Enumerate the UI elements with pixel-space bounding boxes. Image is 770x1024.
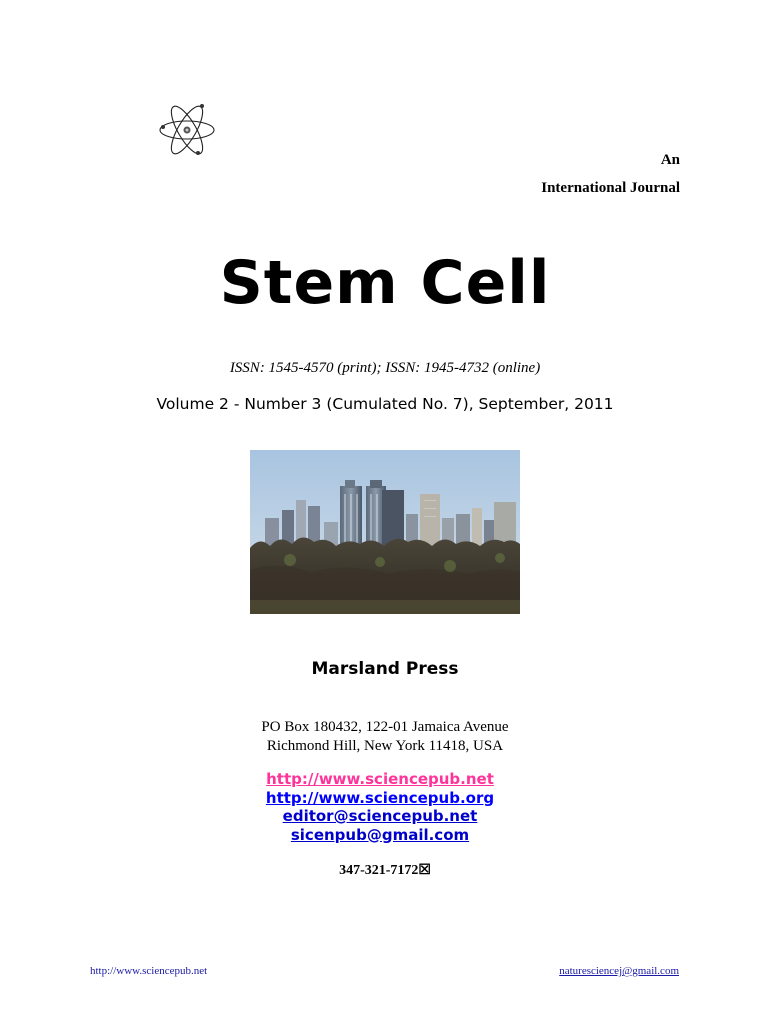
journal-tagline [541,146,680,202]
contact-links [0,770,760,844]
volume-line: Volume 2 - Number 3 (Cumulated No. 7), September, 2011 [156,395,614,413]
website-link-net[interactable]: http://www.sciencepub.net [266,770,494,788]
journal-title: Stem Cell [219,248,551,318]
tagline-line-1: An [660,152,680,168]
address-line-2: Richmond Hill, New York 11418, USA [266,738,504,754]
publisher-name: Marsland Press [311,659,459,679]
issn-line: ISSN: 1545-4570 (print); ISSN: 1945-4732 (online) [229,360,541,376]
publisher-address [0,718,770,756]
tagline-line-2: International Journal [541,180,680,196]
atom-logo-icon [158,100,216,160]
address-line-1: PO Box 180432, 122-01 Jamaica Avenue [261,719,509,735]
editor-email-link[interactable]: editor@sciencepub.net [282,807,478,825]
footer-website-link[interactable]: http://www.sciencepub.net [90,965,208,977]
phone-number: 347-321-7172☒ [339,863,431,878]
website-link-org[interactable]: http://www.sciencepub.org [265,788,495,807]
cover-photo [250,450,520,614]
gmail-email-link[interactable]: sicenpub@gmail.com [290,825,470,844]
footer-email-link[interactable]: naturesciencej@gmail.com [559,965,679,977]
